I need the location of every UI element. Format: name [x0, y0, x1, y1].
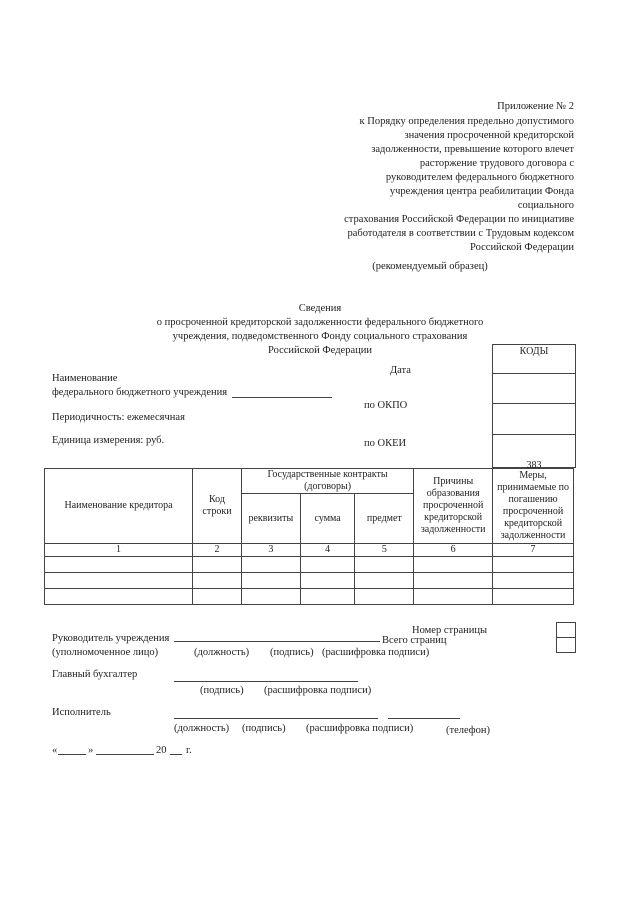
table-cell[interactable] [45, 557, 193, 573]
head-sign-line[interactable] [174, 641, 380, 642]
table-row[interactable] [45, 557, 574, 573]
appendix-line: учреждения центра реабилитации Фонда [389, 186, 574, 197]
table-number: 2 [193, 544, 242, 557]
heading-line: о просроченной кредиторской задолженности федерального бюджетного [156, 317, 484, 328]
okpo-label: по ОКПО [364, 400, 408, 411]
col-code: Код строки [193, 469, 242, 544]
table-number: 4 [300, 544, 355, 557]
executor-label: Исполнитель [52, 707, 111, 718]
executor-position-label: (должность) [174, 723, 230, 734]
appendix-line: работодателя в соответствии с Трудовым кодексом [347, 228, 574, 239]
appendix-line: Приложение № 2 [497, 101, 574, 112]
table-cell[interactable] [355, 573, 414, 589]
table-cell[interactable] [414, 557, 493, 573]
table-cell[interactable] [493, 589, 574, 605]
position-label: (должность) [194, 647, 250, 658]
table-cell[interactable] [493, 573, 574, 589]
table-number: 5 [355, 544, 414, 557]
date-year-line[interactable] [170, 754, 182, 755]
okpo-code-cell[interactable] [493, 404, 575, 435]
decoding-label: (расшифровка подписи) [322, 647, 430, 658]
appendix-line: к Порядку определения предельно допустимого [359, 116, 574, 127]
table-cell[interactable] [45, 573, 193, 589]
total-pages-box[interactable] [556, 637, 576, 653]
table-cell[interactable] [241, 573, 300, 589]
col-reasons: Причины образования просроченной кредиторской задолженности [414, 469, 493, 544]
appendix-line: задолженности, превышение которого влечет [371, 144, 574, 155]
okei-code-cell[interactable] [493, 435, 575, 471]
table-number: 3 [241, 544, 300, 557]
codes-box [492, 344, 576, 471]
table-number: 1 [45, 544, 193, 557]
signature-label: (подпись) [270, 647, 314, 658]
table-cell[interactable] [241, 557, 300, 573]
name-fill-line[interactable] [232, 397, 332, 398]
table-cell[interactable] [414, 589, 493, 605]
col-subject: предмет [355, 494, 414, 544]
heading-line: Сведения [298, 303, 342, 314]
executor-signature-label: (подпись) [242, 723, 286, 734]
creditor-table [44, 468, 574, 605]
col-creditor: Наименование кредитора [45, 469, 193, 544]
total-pages-label: Всего страниц [382, 635, 447, 646]
heading-line: Российской Федерации [268, 345, 372, 356]
table-cell[interactable] [45, 589, 193, 605]
table-cell[interactable] [300, 589, 355, 605]
table-cell[interactable] [193, 557, 242, 573]
authorized-label: (уполномоченное лицо) [52, 647, 159, 658]
appendix-line: Российской Федерации [470, 242, 574, 253]
appendix-line: социального [517, 200, 574, 211]
codes-header: КОДЫ [493, 345, 575, 374]
date-close-quote: » [88, 745, 94, 756]
date-year-suffix: г. [186, 745, 192, 756]
heading-line: учреждения, подведомственного Фонду социального страхования [172, 331, 468, 342]
periodicity: Периодичность: ежемесячная [52, 412, 185, 423]
page-number-label: Номер страницы [412, 625, 488, 636]
chief-signature-label: (подпись) [200, 685, 244, 696]
date-open-quote: « [52, 745, 58, 756]
chief-sign-line[interactable] [174, 681, 358, 682]
date-day-line[interactable] [58, 754, 86, 755]
table-cell[interactable] [355, 589, 414, 605]
table-cell[interactable] [241, 589, 300, 605]
table-row[interactable] [45, 589, 574, 605]
table-cell[interactable] [493, 557, 574, 573]
appendix-line: значения просроченной кредиторской [404, 130, 574, 141]
page-number-box[interactable] [556, 622, 576, 638]
chief-accountant-label: Главный бухгалтер [52, 669, 138, 680]
unit: Единица измерения: руб. [52, 435, 165, 446]
chief-decoding-label: (расшифровка подписи) [264, 685, 372, 696]
date-year-prefix: 20 [156, 745, 167, 756]
table-cell[interactable] [355, 557, 414, 573]
col-measures: Меры, принимаемые по погашению просроченной кредиторской задолженности [493, 469, 574, 544]
appendix-line: руководителем федерального бюджетного [385, 172, 574, 183]
phone-label: (телефон) [446, 725, 490, 736]
date-month-line[interactable] [96, 754, 154, 755]
date-code-cell[interactable] [493, 374, 575, 404]
head-label: Руководитель учреждения [52, 633, 170, 644]
table-number: 6 [414, 544, 493, 557]
table-cell[interactable] [414, 573, 493, 589]
col-details: реквизиты [241, 494, 300, 544]
appendix-line: страхования Российской Федерации по инициативе [344, 214, 574, 225]
okei-value: 383 [526, 460, 542, 471]
table-row[interactable] [45, 573, 574, 589]
appendix-line: расторжение трудового договора с [419, 158, 574, 169]
sample-note: (рекомендуемый образец) [372, 261, 488, 272]
okei-label: по ОКЕИ [364, 438, 407, 449]
table-number: 7 [493, 544, 574, 557]
name-label-1: Наименование [52, 373, 118, 384]
table-number-row [45, 544, 574, 557]
executor-phone-line[interactable] [388, 718, 460, 719]
executor-decoding-label: (расшифровка подписи) [306, 723, 414, 734]
table-cell[interactable] [300, 557, 355, 573]
date-label: Дата [390, 365, 411, 376]
table-cell[interactable] [300, 573, 355, 589]
table-cell[interactable] [193, 573, 242, 589]
table-cell[interactable] [193, 589, 242, 605]
col-sum: сумма [300, 494, 355, 544]
name-label-2: федерального бюджетного учреждения [52, 387, 228, 398]
executor-sign-line[interactable] [174, 718, 378, 719]
col-contracts: Государственные контракты (договоры) [241, 469, 413, 494]
